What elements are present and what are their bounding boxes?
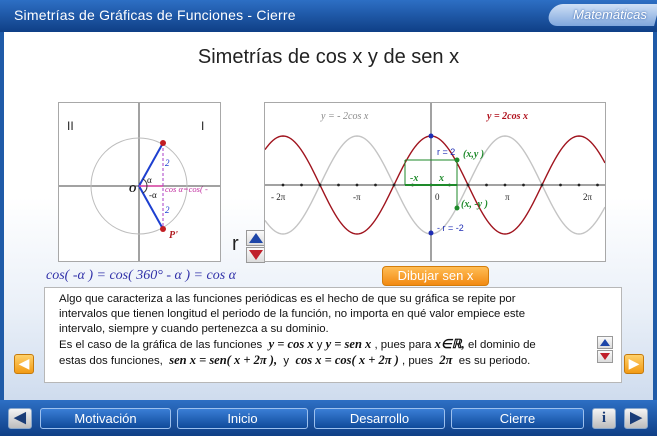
nav-desarrollo[interactable]: Desarrollo (314, 408, 445, 429)
subject-label: Matemáticas (573, 7, 648, 22)
x-axis-tick (393, 184, 396, 187)
arrow-left-icon: ◀ (18, 355, 30, 371)
text-line-5b: y (283, 355, 290, 367)
text-line-5c: , pues (402, 355, 434, 367)
x-axis-tick (596, 184, 599, 187)
tick-label-2pi: 2π (583, 192, 593, 202)
2cos-label: y = 2cos x (487, 111, 528, 122)
side-prev-button[interactable] (14, 354, 34, 374)
point-P-prime (160, 226, 166, 232)
point-xy-label: (x,y ) (463, 149, 485, 160)
origin-label: O (129, 184, 137, 195)
x-axis-tick (337, 184, 340, 187)
cos-equality-label: cos α=cos( - (165, 184, 208, 194)
arrow-up-icon (600, 339, 610, 346)
r-top-label: r = 2 (437, 147, 456, 157)
x-axis-tick (300, 184, 303, 187)
x-axis-tick (374, 184, 377, 187)
bottom-nav-bar (0, 400, 657, 436)
tick-label-pi: π (505, 192, 510, 202)
radius-increase-button[interactable] (246, 230, 265, 246)
x-axis-tick (578, 184, 581, 187)
neg-x-label: -x (410, 173, 419, 184)
point-xy (455, 158, 460, 163)
nav-motivacion[interactable]: Motivación (40, 408, 171, 429)
text-line-5a: estas dos funciones, (59, 355, 163, 367)
top-bar (0, 0, 657, 32)
x-label: x (439, 173, 444, 184)
neg-alpha-label: -α (149, 190, 157, 200)
page-title: Simetrías de cos x y de sen x (197, 46, 460, 68)
text-line-5d: es su periodo. (458, 355, 531, 367)
arrow-up-icon (249, 233, 263, 243)
x-axis-tick (485, 184, 488, 187)
text-line-4c: el dominio de (467, 339, 536, 351)
text-line-4 (59, 337, 581, 353)
x-axis-tick (356, 184, 359, 187)
info-button[interactable]: i (592, 408, 616, 429)
text-line-4b: , pues para (374, 339, 432, 351)
x-axis-tick (282, 184, 285, 187)
x-axis-tick (504, 184, 507, 187)
window-title: Simetrías de Gráficas de Funciones - Cierre (14, 7, 296, 23)
explanation-text (44, 287, 622, 383)
x-axis-tick (522, 184, 525, 187)
x-axis-tick (559, 184, 562, 187)
text-y: y (316, 339, 323, 351)
cosine-graph (265, 103, 605, 261)
radius-decrease-button[interactable] (246, 247, 265, 263)
main-content (4, 32, 653, 400)
unit-circle-panel (58, 102, 221, 262)
text-scroll-up-button[interactable] (597, 336, 613, 349)
quadrant-I-label: I (201, 119, 205, 133)
min-point (429, 231, 434, 236)
side-next-button[interactable] (624, 354, 644, 374)
text-line-3: intervalo, siempre y cuando pertenezca a su dominio. (59, 323, 329, 335)
alpha-label: α (147, 175, 152, 185)
arrow-down-icon (600, 353, 610, 360)
tick-label-zero: 0 (435, 192, 440, 202)
subject-tab (546, 4, 657, 26)
x-axis-tick (541, 184, 544, 187)
neg-2cos-label: y = - 2cos x (321, 111, 369, 122)
x-axis-tick (467, 184, 470, 187)
point-P-prime-label: P' (169, 230, 178, 241)
r-bottom-label: - r = -2 (437, 223, 464, 233)
text-line-5 (59, 353, 581, 369)
period-value: 2π (439, 353, 453, 367)
arrow-left-icon: ◀ (14, 409, 26, 426)
text-line-4a: Es el caso de la gráfica de las funciones (59, 339, 263, 351)
radius-bottom-label: 2 (165, 205, 170, 215)
text-line-1: Algo que caracteriza a las funciones periódicas es el hecho de que su gráfica se repite por (59, 293, 516, 305)
arrow-right-icon: ▶ (628, 355, 640, 371)
function-sen: y = sen x (325, 337, 372, 351)
cos-identity-formula: cos( -α ) = cos( 360° - α ) = cos α (46, 268, 236, 283)
point-x-neg-y (455, 206, 460, 211)
text-line-2: intervalos que tienen longitud el periodo de la función, no importa en qué valor empiece este (59, 308, 526, 320)
x-axis-tick (319, 184, 322, 187)
draw-sen-x-button[interactable]: Dibujar sen x (382, 266, 489, 286)
text-scroll-down-button[interactable] (597, 350, 613, 363)
nav-cierre[interactable]: Cierre (451, 408, 584, 429)
point-x-neg-y-label: (x, -y ) (461, 199, 488, 210)
function-cos: y = cos x (268, 337, 314, 351)
radius-label: r (232, 233, 239, 255)
nav-inicio[interactable]: Inicio (177, 408, 308, 429)
radius-top-label: 2 (165, 158, 170, 168)
next-page-button[interactable] (624, 408, 648, 429)
arrow-right-icon: ▶ (630, 409, 642, 426)
unit-circle-figure (59, 103, 220, 261)
neg-alpha-arc (143, 186, 147, 193)
tick-label-neg-pi: -π (353, 192, 361, 202)
domain-expression: x∈ℝ, (434, 337, 465, 351)
prev-page-button[interactable] (8, 408, 32, 429)
arrow-down-icon (249, 250, 263, 260)
point-P (160, 140, 166, 146)
cos-identity: cos x = cos( x + 2π ) (295, 353, 399, 367)
sen-identity: sen x = sen( x + 2π ), (169, 353, 278, 367)
quadrant-II-label: II (67, 119, 74, 133)
tick-label-neg-2pi: - 2π (271, 192, 286, 202)
graph-panel (264, 102, 606, 262)
max-point (429, 134, 434, 139)
